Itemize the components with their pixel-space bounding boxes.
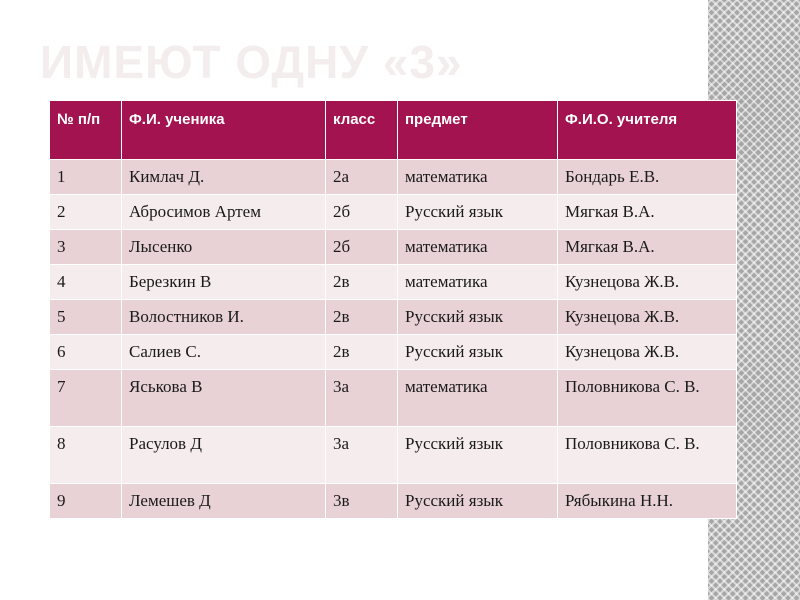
cell-subject: математика xyxy=(398,160,558,195)
table-row xyxy=(50,335,737,370)
cell-number: 6 xyxy=(50,335,122,370)
students-table xyxy=(49,100,737,519)
cell-class: 2б xyxy=(326,195,398,230)
cell-student-name: Волостников И. xyxy=(122,300,326,335)
table-row xyxy=(50,160,737,195)
table-row xyxy=(50,427,737,484)
cell-subject: математика xyxy=(398,265,558,300)
cell-class: 2а xyxy=(326,160,398,195)
cell-teacher-name: Мягкая В.А. xyxy=(558,195,737,230)
cell-teacher-name: Половникова С. В. xyxy=(558,370,737,427)
slide-title: ИМЕЮТ ОДНУ «3» xyxy=(40,36,463,88)
cell-class: 2б xyxy=(326,230,398,265)
cell-class: 2в xyxy=(326,335,398,370)
cell-class: 3а xyxy=(326,370,398,427)
cell-number: 8 xyxy=(50,427,122,484)
cell-subject: Русский язык xyxy=(398,300,558,335)
cell-number: 7 xyxy=(50,370,122,427)
cell-class: 3в xyxy=(326,484,398,519)
cell-teacher-name: Половникова С. В. xyxy=(558,427,737,484)
cell-number: 9 xyxy=(50,484,122,519)
cell-student-name: Лысенко xyxy=(122,230,326,265)
cell-number: 4 xyxy=(50,265,122,300)
cell-student-name: Лемешев Д xyxy=(122,484,326,519)
cell-number: 5 xyxy=(50,300,122,335)
cell-teacher-name: Кузнецова Ж.В. xyxy=(558,335,737,370)
header-teacher-name: Ф.И.О. учителя xyxy=(558,101,737,160)
table-row xyxy=(50,265,737,300)
table-header-row xyxy=(50,101,737,160)
header-subject: предмет xyxy=(398,101,558,160)
cell-student-name: Абросимов Артем xyxy=(122,195,326,230)
cell-subject: математика xyxy=(398,230,558,265)
cell-subject: Русский язык xyxy=(398,427,558,484)
cell-teacher-name: Кузнецова Ж.В. xyxy=(558,265,737,300)
table-row xyxy=(50,370,737,427)
cell-number: 1 xyxy=(50,160,122,195)
table-row xyxy=(50,300,737,335)
cell-subject: Русский язык xyxy=(398,335,558,370)
cell-subject: Русский язык xyxy=(398,484,558,519)
cell-number: 3 xyxy=(50,230,122,265)
table-row xyxy=(50,484,737,519)
cell-student-name: Березкин В xyxy=(122,265,326,300)
table-row xyxy=(50,230,737,265)
cell-subject: Русский язык xyxy=(398,195,558,230)
cell-number: 2 xyxy=(50,195,122,230)
cell-teacher-name: Мягкая В.А. xyxy=(558,230,737,265)
cell-teacher-name: Кузнецова Ж.В. xyxy=(558,300,737,335)
cell-teacher-name: Рябыкина Н.Н. xyxy=(558,484,737,519)
cell-student-name: Яськова В xyxy=(122,370,326,427)
header-class: класс xyxy=(326,101,398,160)
table-row xyxy=(50,195,737,230)
cell-class: 2в xyxy=(326,265,398,300)
header-student-name: Ф.И. ученика xyxy=(122,101,326,160)
cell-class: 2в xyxy=(326,300,398,335)
cell-class: 3а xyxy=(326,427,398,484)
header-number: № п/п xyxy=(50,101,122,160)
cell-student-name: Кимлач Д. xyxy=(122,160,326,195)
cell-subject: математика xyxy=(398,370,558,427)
cell-student-name: Расулов Д xyxy=(122,427,326,484)
cell-teacher-name: Бондарь Е.В. xyxy=(558,160,737,195)
cell-student-name: Салиев С. xyxy=(122,335,326,370)
